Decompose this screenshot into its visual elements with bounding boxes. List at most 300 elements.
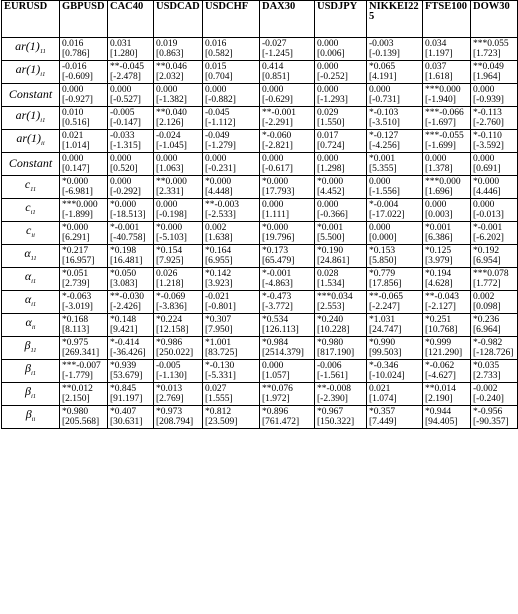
table-cell xyxy=(315,107,367,130)
coefficient-value: *0.001 xyxy=(369,154,396,164)
t-statistic: [0.000] xyxy=(369,233,397,243)
parameter-subscript: i1 xyxy=(30,393,37,400)
parameter-symbol: α xyxy=(25,315,32,329)
coefficient-value: *0.154 xyxy=(156,246,183,256)
t-statistic: [1.555] xyxy=(205,394,233,404)
table-cell xyxy=(203,383,260,406)
coefficient-value: *0.980 xyxy=(62,407,89,417)
table-cell xyxy=(154,406,203,429)
coefficient-value: 0.000 xyxy=(110,154,132,164)
parameter-label xyxy=(2,360,60,383)
table-cell xyxy=(154,61,203,84)
coefficient-value: **-0.001 xyxy=(262,108,297,118)
parameter-label xyxy=(2,245,60,268)
coefficient-value: -0.005 xyxy=(110,108,135,118)
t-statistic: [1.618] xyxy=(425,72,453,82)
t-statistic: [-0.292] xyxy=(110,187,141,197)
coefficient-value: **0.000 xyxy=(156,177,187,187)
t-statistic: [0.516] xyxy=(62,118,90,128)
table-cell xyxy=(60,291,108,314)
t-statistic: [-1.293] xyxy=(317,95,348,105)
table-cell xyxy=(315,406,367,429)
coefficient-value: *0.013 xyxy=(156,384,183,394)
table-row xyxy=(2,268,518,291)
coefficient-value: *0.173 xyxy=(262,246,289,256)
coefficient-value: *0.845 xyxy=(110,384,137,394)
table-cell xyxy=(108,406,154,429)
table-cell xyxy=(108,199,154,222)
coefficient-value: -0.024 xyxy=(156,131,181,141)
table-cell xyxy=(471,130,518,153)
t-statistic: [-0.939] xyxy=(473,95,504,105)
coefficient-value: *0.812 xyxy=(205,407,232,417)
t-statistic: [0.006] xyxy=(317,49,345,59)
table-body xyxy=(2,38,518,429)
coefficient-value: 0.000 xyxy=(262,154,284,164)
coefficient-value: ***-0.007 xyxy=(62,361,101,371)
table-row xyxy=(2,38,518,61)
table-cell xyxy=(60,84,108,107)
parameter-subscript: ii xyxy=(31,324,36,331)
coefficient-value: *0.148 xyxy=(110,315,137,325)
parameter-label xyxy=(2,337,60,360)
t-statistic: [91.197] xyxy=(110,394,143,404)
t-statistic: [9.421] xyxy=(110,325,138,335)
coefficient-value: 0.000 xyxy=(156,200,178,210)
table-cell xyxy=(423,38,471,61)
t-statistic: [6.954] xyxy=(473,256,501,266)
coefficient-value: *-0.473 xyxy=(262,292,292,302)
table-cell xyxy=(260,268,315,291)
table-cell xyxy=(154,38,203,61)
t-statistic: [30.631] xyxy=(110,417,143,427)
t-statistic: [-1.779] xyxy=(62,371,93,381)
coefficient-value: 0.031 xyxy=(110,39,132,49)
t-statistic: [10.228] xyxy=(317,325,350,335)
coefficient-value: *-0.982 xyxy=(473,338,503,348)
coefficient-value: *0.000 xyxy=(62,223,89,233)
table-cell xyxy=(367,268,423,291)
coefficient-value: *0.896 xyxy=(262,407,289,417)
table-row xyxy=(2,199,518,222)
t-statistic: [761.472] xyxy=(262,417,300,427)
coefficient-value: *0.000 xyxy=(62,177,89,187)
t-statistic: [2.769] xyxy=(156,394,184,404)
t-statistic: [0.704] xyxy=(205,72,233,82)
table-cell xyxy=(471,107,518,130)
t-statistic: [1.057] xyxy=(262,371,290,381)
table-cell xyxy=(367,406,423,429)
t-statistic: [5.850] xyxy=(369,256,397,266)
t-statistic: [250.022] xyxy=(156,348,194,358)
t-statistic: [-1.279] xyxy=(205,141,236,151)
t-statistic: [-0.366] xyxy=(317,210,348,220)
t-statistic: [8.113] xyxy=(62,325,90,335)
table-cell xyxy=(315,176,367,199)
t-statistic: [-0.629] xyxy=(262,95,293,105)
coefficient-value: **-0.003 xyxy=(205,200,240,210)
table-cell xyxy=(260,84,315,107)
coefficient-value: *-0.001 xyxy=(262,269,292,279)
table-cell xyxy=(60,406,108,429)
t-statistic: [6.291] xyxy=(62,233,90,243)
coefficient-value: *-0.113 xyxy=(473,108,502,118)
t-statistic: [-6.202] xyxy=(473,233,504,243)
t-statistic: [65.479] xyxy=(262,256,295,266)
t-statistic: [269.341] xyxy=(62,348,100,358)
parameter-subscript: i1 xyxy=(40,71,46,78)
parameter-symbol: c xyxy=(26,223,32,237)
t-statistic: [0.147] xyxy=(62,164,90,174)
coefficient-value: *-0.001 xyxy=(473,223,503,233)
header-cell: USDJPY xyxy=(315,1,367,38)
header-cell: DAX30 xyxy=(260,1,315,38)
coefficient-value: 0.010 xyxy=(62,108,84,118)
t-statistic: [-1.697] xyxy=(425,118,456,128)
t-statistic: [-1.045] xyxy=(156,141,187,151)
coefficient-value: 0.000 xyxy=(110,177,132,187)
t-statistic: [-2.426] xyxy=(110,302,141,312)
coefficient-value: -0.021 xyxy=(205,292,230,302)
table-cell xyxy=(154,107,203,130)
t-statistic: [-2.760] xyxy=(473,118,504,128)
t-statistic: [-36.426] xyxy=(110,348,146,358)
table-cell xyxy=(108,222,154,245)
t-statistic: [12.158] xyxy=(156,325,189,335)
table-row xyxy=(2,383,518,406)
coefficient-value: *0.534 xyxy=(262,315,289,325)
header-cell: CAC40 xyxy=(108,1,154,38)
coefficient-value: *0.065 xyxy=(369,62,396,72)
parameter-symbol: β xyxy=(24,338,31,352)
t-statistic: [817.190] xyxy=(317,348,355,358)
table-cell xyxy=(203,153,260,176)
t-statistic: [205.568] xyxy=(62,417,100,427)
table-cell xyxy=(260,222,315,245)
coefficient-value: 0.000 xyxy=(473,200,495,210)
coefficient-value: 0.000 xyxy=(473,154,495,164)
table-cell xyxy=(203,176,260,199)
t-statistic: [-0.801] xyxy=(205,302,236,312)
t-statistic: [-0.882] xyxy=(205,95,236,105)
table-cell xyxy=(260,153,315,176)
t-statistic: [-0.231] xyxy=(205,164,236,174)
coefficient-value: *-0.103 xyxy=(369,108,399,118)
table-cell xyxy=(423,61,471,84)
table-cell xyxy=(203,245,260,268)
coefficient-value: *0.973 xyxy=(156,407,183,417)
table-cell xyxy=(367,383,423,406)
t-statistic: [-2.478] xyxy=(110,72,141,82)
t-statistic: [1.111] xyxy=(262,210,289,220)
parameter-label xyxy=(2,61,60,84)
t-statistic: [-5.103] xyxy=(156,233,187,243)
coefficient-value: *-0.127 xyxy=(369,131,399,141)
t-statistic: [-4.627] xyxy=(425,371,456,381)
table-cell xyxy=(60,153,108,176)
t-statistic: [0.582] xyxy=(205,49,233,59)
t-statistic: [-2.291] xyxy=(262,118,293,128)
coefficient-value: 0.028 xyxy=(317,269,339,279)
table-cell xyxy=(423,291,471,314)
t-statistic: [1.696] xyxy=(425,187,453,197)
table-cell xyxy=(154,268,203,291)
coefficient-value: 0.000 xyxy=(205,154,227,164)
coefficient-value: *0.251 xyxy=(425,315,452,325)
table-cell xyxy=(315,61,367,84)
t-statistic: [3.979] xyxy=(425,256,453,266)
coefficient-value: 0.000 xyxy=(156,154,178,164)
table-cell xyxy=(315,222,367,245)
coefficient-value: *0.357 xyxy=(369,407,396,417)
coefficient-value: 0.019 xyxy=(156,39,178,49)
t-statistic: [126.113] xyxy=(262,325,299,335)
table-cell xyxy=(154,360,203,383)
coefficient-value: *-0.001 xyxy=(110,223,140,233)
table-row xyxy=(2,61,518,84)
table-cell xyxy=(423,406,471,429)
t-statistic: [-3.510] xyxy=(369,118,400,128)
t-statistic: [23.509] xyxy=(205,417,238,427)
table-cell xyxy=(423,222,471,245)
t-statistic: [0.724] xyxy=(317,141,345,151)
parameter-label xyxy=(2,268,60,291)
t-statistic: [-0.147] xyxy=(110,118,141,128)
t-statistic: [2514.379] xyxy=(262,348,304,358)
parameter-label xyxy=(2,130,60,153)
parameter-symbol: β xyxy=(24,384,31,398)
t-statistic: [-0.731] xyxy=(369,95,400,105)
t-statistic: [1.298] xyxy=(317,164,345,174)
coefficient-value: *0.035 xyxy=(473,361,500,371)
table-cell xyxy=(471,38,518,61)
t-statistic: [16.481] xyxy=(110,256,143,266)
table-cell xyxy=(260,291,315,314)
table-cell xyxy=(154,314,203,337)
coefficient-value: ***-0.066 xyxy=(425,108,464,118)
t-statistic: [5.355] xyxy=(369,164,397,174)
t-statistic: [-0.198] xyxy=(156,210,187,220)
t-statistic: [-90.357] xyxy=(473,417,509,427)
header-cell: FTSE100 xyxy=(423,1,471,38)
t-statistic: [6.955] xyxy=(205,256,233,266)
table-cell xyxy=(60,314,108,337)
table-cell xyxy=(108,337,154,360)
coefficient-value: *-0.063 xyxy=(62,292,92,302)
parameter-subscript: i1 xyxy=(31,301,37,308)
t-statistic: [1.638] xyxy=(205,233,233,243)
t-statistic: [6.964] xyxy=(473,325,501,335)
table-cell xyxy=(260,406,315,429)
coefficient-value: 0.000 xyxy=(317,154,339,164)
table-cell xyxy=(423,176,471,199)
coefficient-value: 0.000 xyxy=(62,154,84,164)
coefficient-value: *0.192 xyxy=(473,246,500,256)
t-statistic: [-2.533] xyxy=(205,210,236,220)
t-statistic: [-0.240] xyxy=(473,394,504,404)
coefficient-value: *0.000 xyxy=(262,177,289,187)
coefficient-value: **-0.045 xyxy=(110,62,145,72)
t-statistic: [1.378] xyxy=(425,164,453,174)
coefficient-value: ***0.000 xyxy=(425,85,461,95)
table-cell xyxy=(60,383,108,406)
table-cell xyxy=(260,337,315,360)
coefficient-value: 0.037 xyxy=(425,62,447,72)
coefficient-value: 0.000 xyxy=(262,361,284,371)
table-cell xyxy=(315,337,367,360)
table-cell xyxy=(203,268,260,291)
t-statistic: [0.520] xyxy=(110,164,138,174)
t-statistic: [-4.256] xyxy=(369,141,400,151)
coefficient-value: 0.000 xyxy=(110,85,132,95)
t-statistic: [1.723] xyxy=(473,49,501,59)
t-statistic: [17.856] xyxy=(369,279,402,289)
table-cell xyxy=(60,360,108,383)
coefficient-value: ***0.055 xyxy=(473,39,509,49)
table-cell xyxy=(60,245,108,268)
parameter-symbol: α xyxy=(24,246,31,260)
coefficient-value: ***-0.055 xyxy=(425,131,464,141)
t-statistic: [10.768] xyxy=(425,325,458,335)
table-cell xyxy=(154,130,203,153)
coefficient-value: *0.984 xyxy=(262,338,289,348)
table-cell xyxy=(367,291,423,314)
coefficient-value: *0.190 xyxy=(317,246,344,256)
parameter-subscript: i1 xyxy=(30,209,36,216)
coefficient-value: 0.000 xyxy=(262,200,284,210)
coefficient-value: *0.001 xyxy=(425,223,452,233)
table-cell xyxy=(60,38,108,61)
coefficient-value: *-0.346 xyxy=(369,361,399,371)
table-cell xyxy=(203,222,260,245)
coefficient-value: 0.002 xyxy=(473,292,495,302)
coefficient-value: *0.407 xyxy=(110,407,137,417)
t-statistic: [5.500] xyxy=(317,233,345,243)
parameter-symbol: α xyxy=(24,269,32,283)
coefficient-value: 0.026 xyxy=(156,269,178,279)
parameter-label xyxy=(2,222,60,245)
coefficient-value: -0.049 xyxy=(205,131,230,141)
t-statistic: [2.150] xyxy=(62,394,90,404)
header-cell: NIKKEI225 xyxy=(367,1,423,38)
table-cell xyxy=(60,130,108,153)
table-row xyxy=(2,84,518,107)
t-statistic: [-40.758] xyxy=(110,233,146,243)
parameter-subscript: 11 xyxy=(30,347,37,354)
table-cell xyxy=(260,245,315,268)
coefficient-value: *0.000 xyxy=(110,200,137,210)
table-cell xyxy=(108,268,154,291)
results-table xyxy=(1,0,518,429)
coefficient-value: -0.003 xyxy=(369,39,394,49)
coefficient-value: 0.000 xyxy=(205,85,227,95)
table-cell xyxy=(423,314,471,337)
table-cell xyxy=(260,107,315,130)
t-statistic: [2.331] xyxy=(156,187,184,197)
table-cell xyxy=(203,406,260,429)
t-statistic: [2.733] xyxy=(473,371,501,381)
t-statistic: [0.003] xyxy=(425,210,453,220)
coefficient-value: 0.027 xyxy=(205,384,227,394)
coefficient-value: 0.015 xyxy=(205,62,227,72)
coefficient-value: 0.000 xyxy=(317,200,339,210)
t-statistic: [4.191] xyxy=(369,72,397,82)
table-row xyxy=(2,314,518,337)
table-cell xyxy=(260,360,315,383)
coefficient-value: **0.014 xyxy=(425,384,456,394)
header-cell: USDCHF xyxy=(203,1,260,38)
coefficient-value: 0.000 xyxy=(317,39,339,49)
t-statistic: [-1.382] xyxy=(156,95,187,105)
table-row xyxy=(2,107,518,130)
table-cell xyxy=(108,153,154,176)
t-statistic: [-2.821] xyxy=(262,141,293,151)
table-cell xyxy=(60,222,108,245)
coefficient-value: 0.000 xyxy=(369,177,391,187)
parameter-label xyxy=(2,153,60,176)
t-statistic: [1.074] xyxy=(369,394,397,404)
coefficient-value: *0.001 xyxy=(317,223,344,233)
parameter-subscript: i1 xyxy=(30,370,37,377)
t-statistic: [24.747] xyxy=(369,325,402,335)
t-statistic: [-17.022] xyxy=(369,210,405,220)
t-statistic: [1.197] xyxy=(425,49,453,59)
t-statistic: [1.534] xyxy=(317,279,345,289)
table-cell xyxy=(367,153,423,176)
header-row xyxy=(2,1,518,38)
coefficient-value: 0.000 xyxy=(62,85,84,95)
t-statistic: [-1.899] xyxy=(62,210,93,220)
coefficient-value: **0.012 xyxy=(62,384,93,394)
table-cell xyxy=(203,360,260,383)
parameter-symbol: ar(1) xyxy=(15,62,41,76)
table-cell xyxy=(108,107,154,130)
table-cell xyxy=(203,314,260,337)
t-statistic: [7.950] xyxy=(205,325,233,335)
header-cell: DOW30 xyxy=(471,1,518,38)
t-statistic: [-0.527] xyxy=(110,95,141,105)
table-cell xyxy=(203,61,260,84)
coefficient-value: -0.033 xyxy=(110,131,135,141)
coefficient-value: *-0.069 xyxy=(156,292,186,302)
t-statistic: [16.957] xyxy=(62,256,95,266)
table-cell xyxy=(471,245,518,268)
coefficient-value: *0.967 xyxy=(317,407,344,417)
table-cell xyxy=(260,38,315,61)
coefficient-value: **-0.030 xyxy=(110,292,145,302)
t-statistic: [0.851] xyxy=(262,72,290,82)
coefficient-value: 0.000 xyxy=(425,154,447,164)
table-cell xyxy=(108,360,154,383)
coefficient-value: *0.125 xyxy=(425,246,452,256)
table-cell xyxy=(108,130,154,153)
table-cell xyxy=(471,61,518,84)
table-cell xyxy=(203,130,260,153)
t-statistic: [2.032] xyxy=(156,72,184,82)
coefficient-value: 0.000 xyxy=(317,85,339,95)
table-cell xyxy=(108,383,154,406)
table-cell xyxy=(367,107,423,130)
t-statistic: [2.553] xyxy=(317,302,345,312)
parameter-subscript: ii xyxy=(41,140,45,147)
table-cell xyxy=(60,176,108,199)
table-cell xyxy=(203,38,260,61)
t-statistic: [-5.331] xyxy=(205,371,236,381)
t-statistic: [-1.556] xyxy=(369,187,400,197)
parameter-symbol: Constant xyxy=(8,156,53,170)
t-statistic: [1.014] xyxy=(62,141,90,151)
parameter-subscript: i1 xyxy=(40,117,46,124)
